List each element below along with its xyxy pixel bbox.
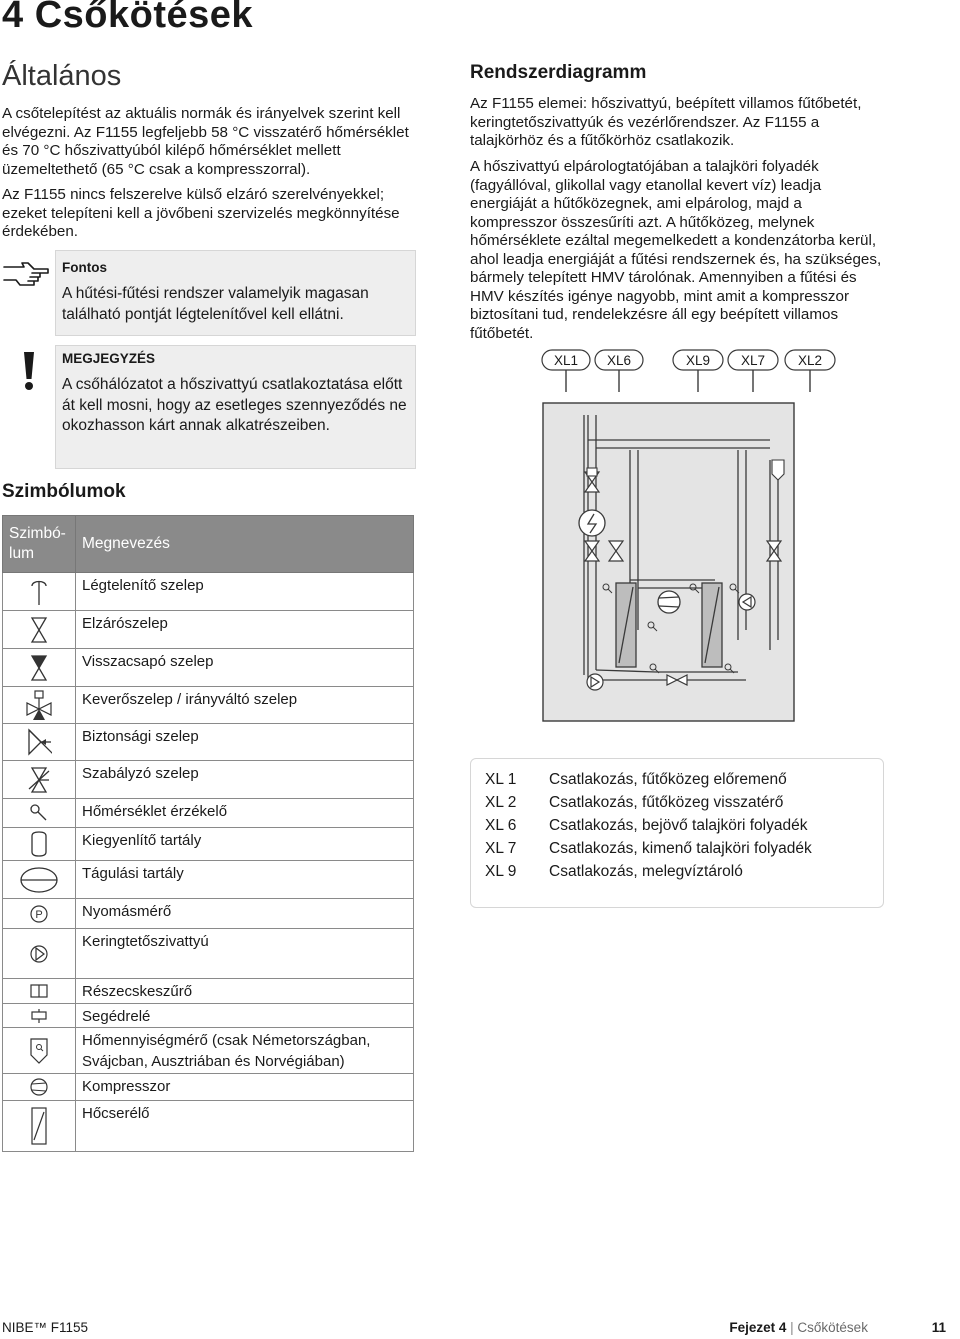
remark-note-title: MEGJEGYZÉS bbox=[62, 351, 156, 366]
compressor bbox=[658, 591, 680, 613]
table-row bbox=[3, 1028, 414, 1074]
connection-legend bbox=[470, 758, 884, 908]
mixing-valve-icon bbox=[3, 687, 76, 724]
legend-desc: Csatlakozás, fűtőközeg előremenő bbox=[549, 771, 787, 788]
temperature-sensor-icon bbox=[3, 799, 76, 828]
symbol-name: Tágulási tartály bbox=[76, 861, 414, 899]
general-paragraph-1: A csőtelepítést az aktuális normák és irányelvek szerint kell elvégezni. Az F1155 legfeljebb 58 °C visszatérő hőmérséklet és 70 °C hőszivattyúból kilépő hőmérséklet mellett üzemeltethető (65 °C csak a kompresszorral). bbox=[2, 105, 409, 178]
table-row bbox=[3, 724, 414, 761]
pressure-gauge-letter: P bbox=[35, 908, 43, 921]
symbol-name: Visszacsapó szelep bbox=[76, 649, 414, 687]
legend-row bbox=[485, 771, 787, 789]
pointing-hand-icon bbox=[2, 258, 50, 293]
symbol-name: Nyomásmérő bbox=[76, 899, 414, 929]
legend-code: XL 2 bbox=[485, 794, 517, 811]
mixing-valve bbox=[587, 468, 597, 476]
table-row bbox=[3, 649, 414, 687]
footer-chapter-label: Fejezet 4 bbox=[729, 1320, 787, 1335]
check-valve-icon bbox=[3, 649, 76, 687]
table-row bbox=[3, 861, 414, 899]
energy-meter-icon bbox=[3, 1028, 76, 1074]
auxiliary-relay-icon bbox=[3, 1004, 76, 1028]
symbol-name: Hőcserélő bbox=[76, 1101, 414, 1152]
table-row bbox=[3, 929, 414, 979]
chapter-title: 4 Csőkötések bbox=[2, 0, 254, 36]
symbol-name: Légtelenítő szelep bbox=[76, 573, 414, 611]
level-vessel-icon bbox=[3, 828, 76, 861]
table-row bbox=[3, 1004, 414, 1028]
system-diagram bbox=[470, 340, 882, 750]
table-row bbox=[3, 828, 414, 861]
immersion-heater bbox=[579, 510, 605, 536]
symbol-name: Kompresszor bbox=[76, 1074, 414, 1101]
particle-filter-icon bbox=[3, 979, 76, 1004]
legend-row bbox=[485, 863, 743, 881]
diagram-heading: Rendszerdiagramm bbox=[470, 62, 647, 83]
symbol-name: Szabályzó szelep bbox=[76, 761, 414, 799]
control-valve-icon bbox=[3, 761, 76, 799]
legend-desc: Csatlakozás, melegvíztároló bbox=[549, 863, 743, 880]
connection-label-xl9 bbox=[673, 350, 723, 370]
table-row bbox=[3, 761, 414, 799]
table-row bbox=[3, 611, 414, 649]
legend-row bbox=[485, 817, 807, 835]
symbol-name: Részecskeszűrő bbox=[76, 979, 414, 1004]
page-number: 11 bbox=[931, 1320, 946, 1335]
exclamation-icon bbox=[16, 350, 42, 397]
table-row bbox=[3, 1101, 414, 1152]
symbols-col-name: Megnevezés bbox=[76, 516, 414, 573]
footer-chapter-name: Csőkötések bbox=[797, 1320, 868, 1335]
air-vent-valve-icon bbox=[3, 573, 76, 611]
svg-text:XL2: XL2 bbox=[797, 353, 823, 368]
legend-code: XL 1 bbox=[485, 771, 517, 788]
svg-text:XL1: XL1 bbox=[553, 353, 579, 368]
legend-code: XL 9 bbox=[485, 863, 517, 880]
symbol-name: Keverőszelep / irányváltó szelep bbox=[76, 687, 414, 724]
remark-note-text: A csőhálózatot a hőszivattyú csatlakoztatása előtt át kell mosni, hogy az esetleges szennyeződés ne okozhasson kárt annak alkatrészeiben. bbox=[62, 376, 407, 434]
remark-note-box bbox=[55, 345, 416, 469]
table-row bbox=[3, 573, 414, 611]
symbols-heading: Szimbólumok bbox=[2, 481, 126, 502]
footer-brand: NIBE™ F1155 bbox=[2, 1320, 89, 1335]
symbol-name: Biztonsági szelep bbox=[76, 724, 414, 761]
legend-code: XL 7 bbox=[485, 840, 517, 857]
footer-separator: | bbox=[790, 1320, 794, 1335]
shut-off-valve-icon bbox=[3, 611, 76, 649]
legend-desc: Csatlakozás, kimenő talajköri folyadék bbox=[549, 840, 812, 857]
diagram-paragraph-1: Az F1155 elemei: hőszivattyú, beépített villamos fűtőbetét, keringtetőszivattyúk és vezérlőrendszer. Az F1155 a talajkörhöz és a fűtőkörhöz csatlakozik. bbox=[470, 95, 862, 149]
legend-row bbox=[485, 840, 812, 858]
legend-desc: Csatlakozás, fűtőközeg visszatérő bbox=[549, 794, 784, 811]
table-row bbox=[3, 1074, 414, 1101]
symbol-name: Hőmérséklet érzékelő bbox=[76, 799, 414, 828]
important-note-box bbox=[55, 250, 416, 336]
svg-text:XL9: XL9 bbox=[685, 353, 711, 368]
safety-valve-icon bbox=[3, 724, 76, 761]
legend-row bbox=[485, 794, 783, 812]
pressure-gauge-icon bbox=[3, 899, 76, 929]
connection-label-xl6 bbox=[595, 350, 643, 370]
general-heading: Általános bbox=[2, 60, 122, 92]
symbols-table bbox=[2, 515, 414, 1152]
table-row bbox=[3, 799, 414, 828]
legend-code: XL 6 bbox=[485, 817, 517, 834]
important-note-text: A hűtési-fűtési rendszer valamelyik magasan található pontját légtelenítővel kell ellátni. bbox=[62, 285, 369, 323]
symbol-name: Elzárószelep bbox=[76, 611, 414, 649]
heat-pump-casing bbox=[543, 403, 794, 721]
symbol-name: Hőmennyiségmérő (csak Németországban, Svájcban, Ausztriában és Norvégiában) bbox=[76, 1028, 414, 1074]
compressor-icon bbox=[3, 1074, 76, 1101]
general-paragraph-2: Az F1155 nincs felszerelve külső elzáró szerelvényekkel; ezeket telepíteni kell a jövőbeni szervizelés megkönnyítése érdekében. bbox=[2, 186, 400, 240]
svg-text:XL6: XL6 bbox=[606, 353, 632, 368]
table-row bbox=[3, 687, 414, 724]
legend-desc: Csatlakozás, bejövő talajköri folyadék bbox=[549, 817, 808, 834]
expansion-vessel-icon bbox=[3, 861, 76, 899]
symbol-name: Segédrelé bbox=[76, 1004, 414, 1028]
symbol-name: Kiegyenlítő tartály bbox=[76, 828, 414, 861]
table-row bbox=[3, 899, 414, 929]
connection-label-xl2 bbox=[785, 350, 835, 370]
heat-exchanger-icon bbox=[3, 1101, 76, 1152]
connection-label-xl7 bbox=[728, 350, 778, 370]
important-note-title: Fontos bbox=[62, 260, 107, 275]
connection-label-xl1 bbox=[542, 350, 590, 370]
svg-text:XL7: XL7 bbox=[740, 353, 766, 368]
footer-chapter bbox=[729, 1320, 946, 1335]
symbols-col-symbol: Szimbó- lum bbox=[3, 516, 76, 573]
diagram-paragraph-2: A hőszivattyú elpárologtatójában a talajköri folyadék (fagyállóval, glikollal vagy etanollal kevert víz) leadja energiáját a hűtőközegnek, ami elpárolog, majd a kompresszor összesűríti azt. A hűtőközeg, melynek hőmérséklete ezáltal megemelkedett a kondenzátorba kerül, ahol leadja energiáját a fűtési rendszernek és, ha szükséges, bármely telepített HMV tárolónak. Amennyiben a fűtési és HMV készítés igénye nagyobb, mint amit a kompresszor biztosítani tud, rendelekzésre áll egy beépített villamos fűtőbetét. bbox=[470, 158, 882, 342]
symbol-name: Keringtetőszivattyú bbox=[76, 929, 414, 979]
table-row bbox=[3, 979, 414, 1004]
circulation-pump-icon bbox=[3, 929, 76, 979]
